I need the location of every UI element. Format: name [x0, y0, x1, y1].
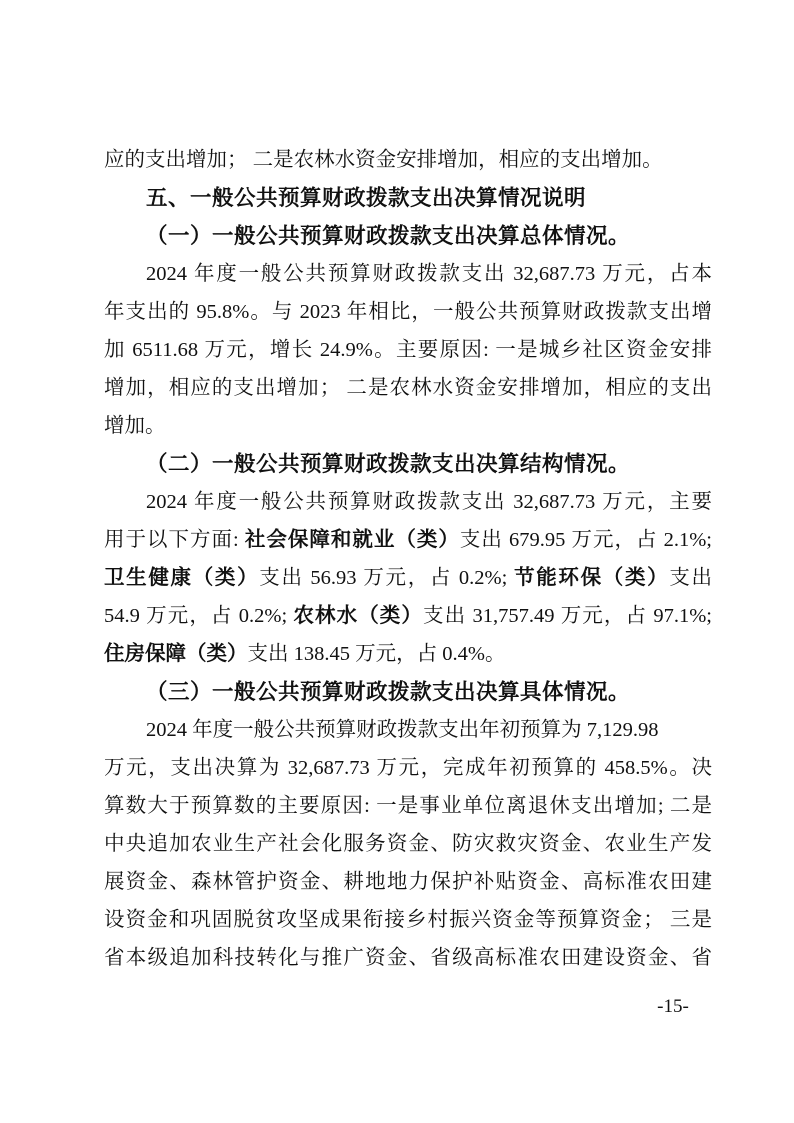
- text-line-9: [104, 445, 712, 483]
- category-emphasis: 节能环保（类）: [514, 566, 670, 589]
- text-segment: 2024 年度一般公共预算财政拨款支出年初预算为 7,129.98: [146, 719, 659, 741]
- text-line-11: [104, 521, 712, 559]
- category-emphasis: 社会保障和就业（类）: [244, 528, 460, 551]
- category-emphasis: 卫生健康（类）: [104, 566, 260, 589]
- text-segment: 支出 138.45 万元，占 0.4%。: [247, 643, 506, 665]
- page-number: -15-: [657, 996, 689, 1017]
- text-segment: 支出 679.95 万元，占 2.1%;: [459, 529, 712, 551]
- text-line-7: [104, 369, 712, 407]
- text-line-18: [104, 787, 712, 825]
- text-line-17: [104, 749, 712, 787]
- category-emphasis: 住房保障（类）: [104, 642, 248, 665]
- text-line-22: [104, 939, 712, 977]
- text-segment: 用于以下方面:: [104, 529, 245, 551]
- text-line-2: [104, 179, 712, 217]
- text-line-21: [104, 901, 712, 939]
- text-segment: 算数大于预算数的主要原因: 一是事业单位离退休支出增加; 二是: [104, 795, 712, 817]
- text-line-19: [104, 825, 712, 863]
- text-segment: 加 6511.68 万元，增长 24.9%。主要原因: 一是城乡社区资金安排: [104, 339, 712, 361]
- text-segment: 应的支出增加； 二是农林水资金安排增加，相应的支出增加。: [104, 149, 663, 171]
- text-line-4: [104, 255, 712, 293]
- text-segment: 年支出的 95.8%。与 2023 年相比，一般公共预算财政拨款支出增: [104, 301, 712, 323]
- text-segment: 增加。: [104, 415, 166, 437]
- text-line-13: [104, 597, 712, 635]
- text-line-8: [104, 407, 712, 445]
- text-line-6: [104, 331, 712, 369]
- text-segment: 2024 年度一般公共预算财政拨款支出 32,687.73 万元，占本: [146, 263, 712, 285]
- category-emphasis: 农林水（类）: [293, 604, 424, 627]
- text-segment: 2024 年度一般公共预算财政拨款支出 32,687.73 万元，主要: [146, 491, 712, 513]
- text-segment: （三）一般公共预算财政拨款支出决算具体情况。: [146, 680, 631, 704]
- text-segment: 中央追加农业生产社会化服务资金、防灾救灾资金、农业生产发: [104, 833, 712, 855]
- text-segment: 展资金、森林管护资金、耕地地力保护补贴资金、高标准农田建: [104, 871, 712, 893]
- text-line-10: [104, 483, 712, 521]
- text-line-20: [104, 863, 712, 901]
- text-line-1: [104, 141, 712, 179]
- text-segment: 54.9 万元，占 0.2%;: [104, 605, 294, 627]
- text-segment: 增加，相应的支出增加； 二是农林水资金安排增加，相应的支出: [104, 377, 712, 399]
- text-segment: 五、一般公共预算财政拨款支出决算情况说明: [146, 186, 587, 210]
- text-segment: 省本级追加科技转化与推广资金、省级高标准农田建设资金、省: [104, 947, 712, 969]
- text-line-15: [104, 673, 712, 711]
- text-segment: 设资金和巩固脱贫攻坚成果衔接乡村振兴资金等预算资金； 三是: [104, 909, 712, 931]
- text-line-5: [104, 293, 712, 331]
- text-line-14: [104, 635, 712, 673]
- text-line-16: [104, 711, 712, 749]
- text-segment: （二）一般公共预算财政拨款支出决算结构情况。: [146, 452, 631, 476]
- text-segment: （一）一般公共预算财政拨款支出决算总体情况。: [146, 224, 631, 248]
- document-body: [104, 141, 712, 977]
- text-segment: 支出 31,757.49 万元，占 97.1%;: [423, 605, 712, 627]
- text-line-3: [104, 217, 712, 255]
- text-segment: 支出 56.93 万元，占 0.2%;: [259, 567, 515, 589]
- text-line-12: [104, 559, 712, 597]
- text-segment: 万元，支出决算为 32,687.73 万元，完成年初预算的 458.5%。决: [104, 757, 712, 779]
- text-segment: 支出: [669, 567, 712, 589]
